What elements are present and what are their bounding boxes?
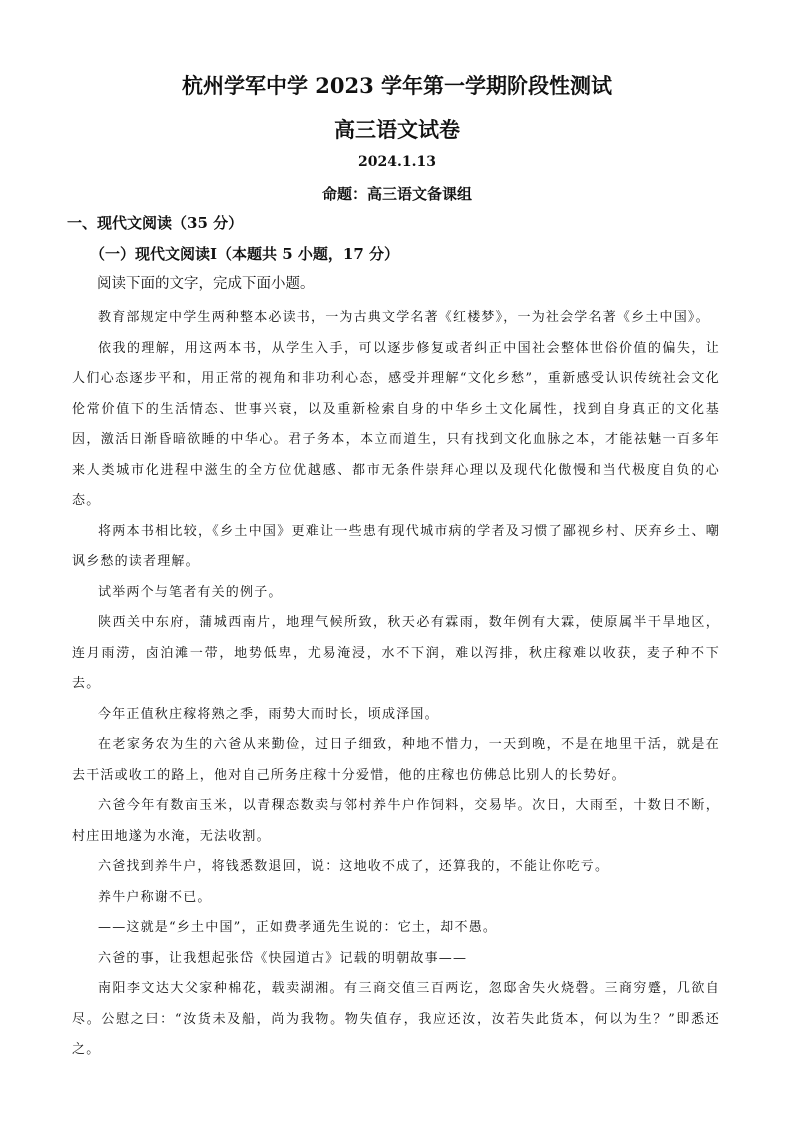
passage-paragraph: 试举两个与笔者有关的例子。 bbox=[98, 584, 283, 600]
passage-paragraph: 依我的理解，用这两本书，从学生入手，可以逐步修复或者纠正中国社会整体世俗价值的偏失，让人们心态逐步平和，用正常的视角和非功利心态，感受并理解“文化乡愁”，重新感受认识传统社会文化伦常价值下的生活情态、世事兴衰，以及重新检索自身的中华乡土文化属性，找到自身真正的文化基因，激活日渐昏暗欲睡的中华心。君子务本，本立而道生，只有找到文化血脉之本，才能祛魅一百多年来人类城市化进程中滋生的全方位优越感、都市无条件崇拜心理以及现代化傲慢和当代极度自负的心态。 bbox=[72, 340, 720, 508]
passage-paragraph: ——这就是“乡土中国”，正如费孝通先生说的：它土，却不愚。 bbox=[98, 920, 498, 935]
exam-date: 2024.1.13 bbox=[358, 154, 436, 170]
exam-author: 命题：高三语文备课组 bbox=[321, 185, 472, 203]
exam-subtitle: 高三语文试卷 bbox=[334, 117, 460, 142]
subsection-heading: （一）现代文阅读Ⅰ（本题共 5 小题，17 分） bbox=[90, 245, 399, 263]
passage-paragraph: 在老家务农为生的六爸从来勤俭，过日子细致，种地不惜力，一天到晚，不是在地里干活，就是在去干活或收工的路上，他对自己所务庄稼十分爱惜，他的庄稼也仿佛总比别人的长势好。 bbox=[72, 737, 720, 783]
passage-paragraph: 今年正值秋庄稼将熟之季，雨势大而时长，顷成泽国。 bbox=[98, 706, 439, 722]
passage-paragraph: 陕西关中东府，蒲城西南片，地理气候所致，秋天必有霖雨，数年例有大霖，使原属半干旱地区，连月雨涝，卤泊滩一带，地势低卑，尤易淹浸，水不下润，难以泻排，秋庄稼难以收获，麦子种不下去。 bbox=[72, 615, 720, 691]
reading-instruction: 阅读下面的文字，完成下面小题。 bbox=[97, 276, 315, 292]
exam-title: 杭州学军中学 2023 学年第一学期阶段性测试 bbox=[181, 73, 613, 98]
passage-paragraph: 南阳李文达大父家种棉花，载卖湖湘。有三商交值三百两讫，忽邸舍失火烧磬。三商穷蹙，几欲自尽。公慰之曰：“汝货未及船，尚为我物。物失值存，我应还汝，汝若失此货本，何以为生？”即悉还之。 bbox=[72, 981, 720, 1057]
passage-paragraph: 将两本书相比较，《乡土中国》更难让一些患有现代城市病的学者及习惯了鄙视乡村、厌弃乡土、嘲讽乡愁的读者理解。 bbox=[72, 523, 720, 569]
reading-passage bbox=[72, 303, 720, 1066]
passage-paragraph: 六爸的事，让我想起张岱《快园道古》记载的明朝故事—— bbox=[98, 950, 468, 966]
passage-paragraph: 六爸今年有数亩玉米，以青稞态数卖与邻村养牛户作饲料，交易毕。次日，大雨至，十数日不断，村庄田地遂为水淹，无法收割。 bbox=[72, 798, 720, 844]
passage-paragraph: 教育部规定中学生两种整本必读书，一为古典文学名著《红楼梦》，一为社会学名著《乡土中国》。 bbox=[98, 310, 710, 325]
passage-paragraph: 六爸找到养牛户，将钱悉数退回，说：这地收不成了，还算我的，不能让你吃亏。 bbox=[98, 859, 610, 874]
passage-paragraph: 养牛户称谢不已。 bbox=[98, 889, 212, 905]
section-heading: 一、现代文阅读（35 分） bbox=[67, 214, 244, 232]
